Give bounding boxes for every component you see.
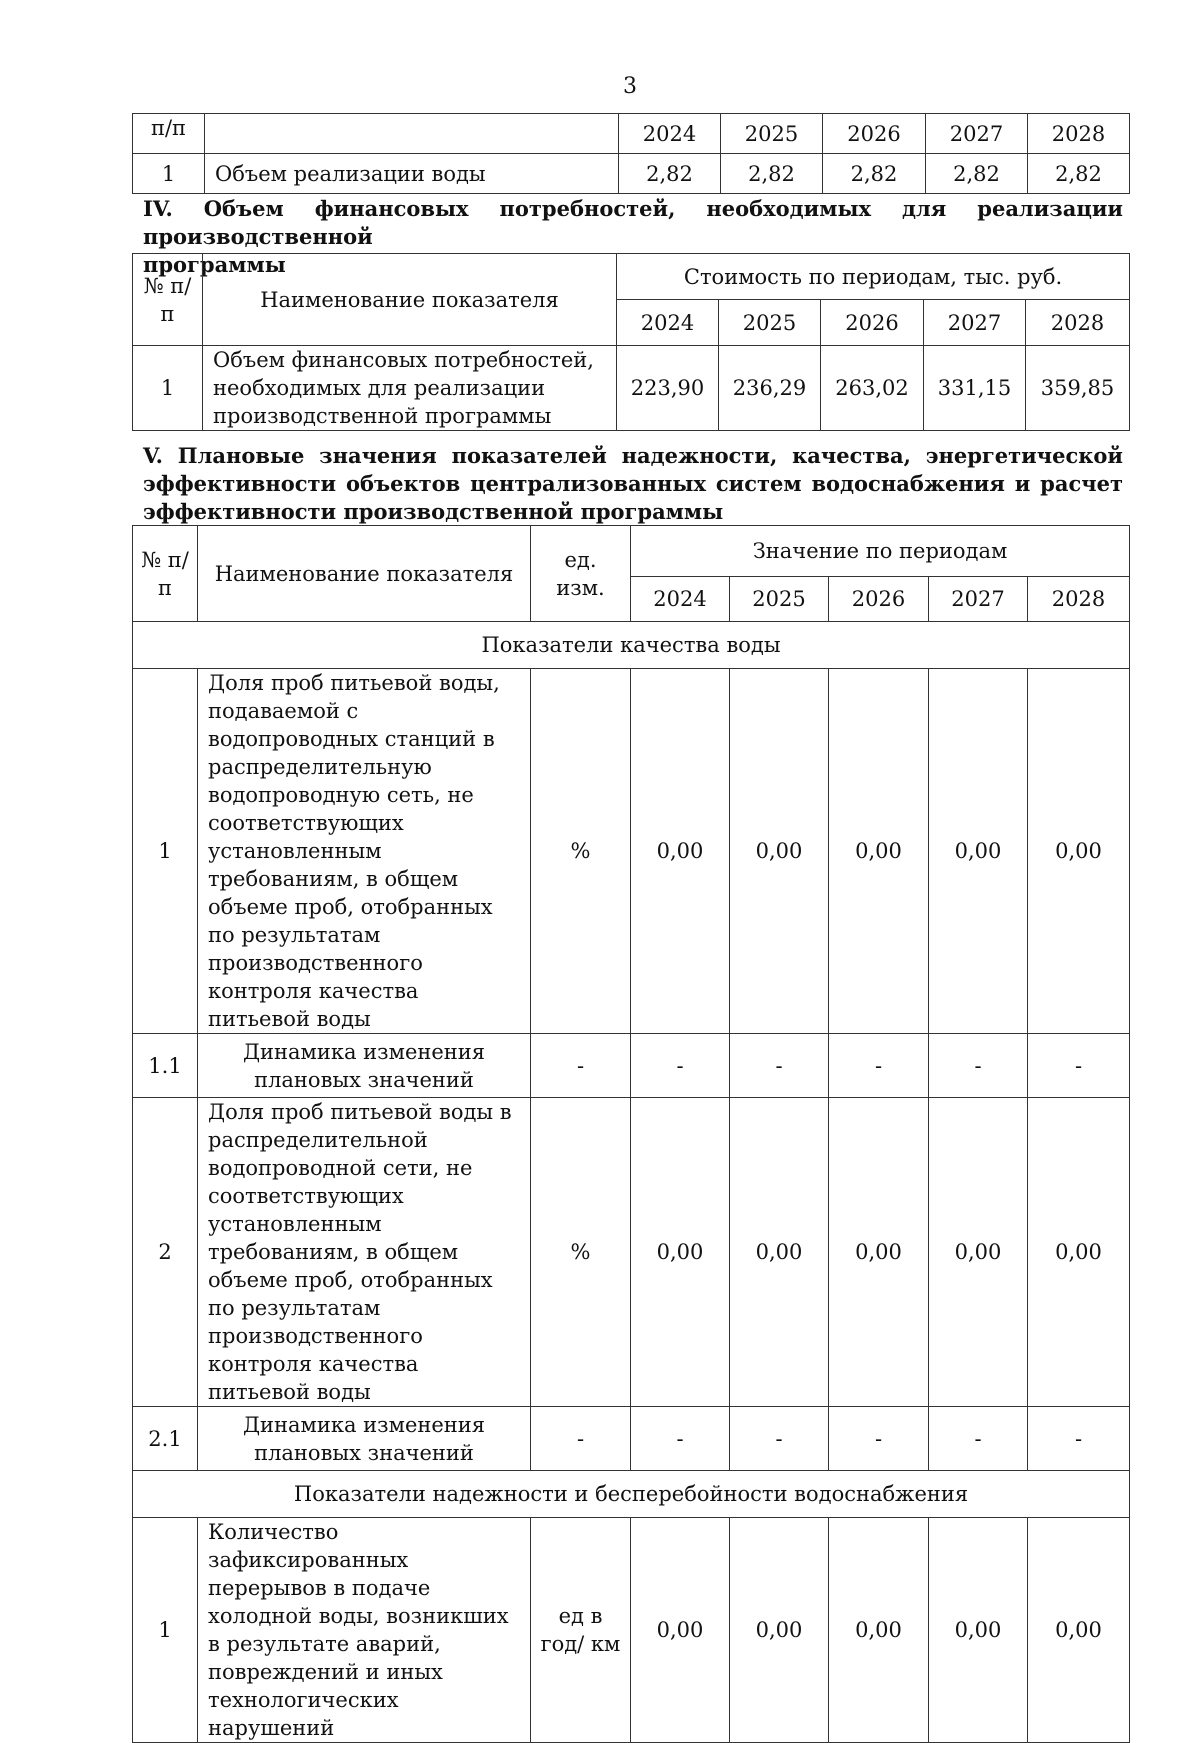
year-header: 2027 bbox=[929, 577, 1028, 622]
row-value: 236,29 bbox=[719, 346, 821, 431]
col-num-header: № п/п bbox=[133, 254, 203, 346]
row-value: 223,90 bbox=[617, 346, 719, 431]
row-value: 0,00 bbox=[829, 1518, 929, 1743]
row-value: 2,82 bbox=[1028, 154, 1130, 194]
row-value: - bbox=[929, 1034, 1028, 1098]
row-value: 0,00 bbox=[631, 1098, 730, 1407]
year-header: 2026 bbox=[821, 300, 924, 346]
heading-line: программы bbox=[143, 252, 286, 277]
row-value: - bbox=[631, 1034, 730, 1098]
row-value: 0,00 bbox=[829, 669, 929, 1034]
row-value: 0,00 bbox=[829, 1098, 929, 1407]
row-name: Доля проб питьевой воды, подаваемой с водопроводных станций в распределительную водопроводную сеть, не соответствующих установленным требованиям, в общем объеме проб, отобранных по результатам производственного контроля качества питьевой воды bbox=[198, 669, 531, 1034]
group-header: Показатели надежности и бесперебойности водоснабжения bbox=[133, 1471, 1130, 1518]
page-number: 3 bbox=[623, 74, 637, 99]
year-header: 2028 bbox=[1026, 300, 1130, 346]
year-header: 2024 bbox=[619, 114, 721, 154]
row-name: Объем реализации воды bbox=[205, 154, 619, 194]
row-value: 0,00 bbox=[1028, 1098, 1130, 1407]
row-value: 0,00 bbox=[730, 669, 829, 1034]
row-unit: ед в год/ км bbox=[531, 1518, 631, 1743]
row-value: - bbox=[730, 1407, 829, 1471]
values-header: Значение по периодам bbox=[631, 526, 1130, 577]
cost-header: Стоимость по периодам, тыс. руб. bbox=[617, 254, 1130, 300]
row-unit: % bbox=[531, 1098, 631, 1407]
row-value: 2,82 bbox=[823, 154, 926, 194]
row-value: - bbox=[829, 1407, 929, 1471]
table-row bbox=[133, 1471, 1130, 1518]
col-num-header: п/п bbox=[133, 114, 205, 154]
heading-line: IV. Объем финансовых потребностей, необходимых для реализации производственной bbox=[143, 196, 1123, 249]
table-row bbox=[133, 154, 1130, 194]
table-row bbox=[133, 254, 1130, 300]
year-header: 2025 bbox=[721, 114, 823, 154]
year-header: 2024 bbox=[617, 300, 719, 346]
row-num: 1 bbox=[133, 346, 203, 431]
col-name-header: Наименование показателя bbox=[203, 254, 617, 346]
table-row bbox=[133, 1098, 1130, 1407]
row-value: 0,00 bbox=[730, 1098, 829, 1407]
row-value: - bbox=[730, 1034, 829, 1098]
row-unit: % bbox=[531, 669, 631, 1034]
row-num: 1 bbox=[133, 669, 198, 1034]
year-header: 2025 bbox=[719, 300, 821, 346]
year-header: 2026 bbox=[823, 114, 926, 154]
row-value: 0,00 bbox=[929, 669, 1028, 1034]
row-value: - bbox=[1028, 1034, 1130, 1098]
table-row bbox=[133, 1518, 1130, 1743]
row-value: 0,00 bbox=[1028, 1518, 1130, 1743]
year-header: 2025 bbox=[730, 577, 829, 622]
year-header: 2027 bbox=[926, 114, 1028, 154]
year-header: 2027 bbox=[924, 300, 1026, 346]
row-value: - bbox=[631, 1407, 730, 1471]
row-value: 331,15 bbox=[924, 346, 1026, 431]
row-name: Динамика изменения плановых значений bbox=[198, 1407, 531, 1471]
row-name: Объем финансовых потребностей, необходимых для реализации производственной программы bbox=[203, 346, 617, 431]
heading-line: эффективности объектов централизованных систем водоснабжения и расчет bbox=[143, 471, 1123, 496]
year-header: 2026 bbox=[829, 577, 929, 622]
table-row bbox=[133, 346, 1130, 431]
row-value: 0,00 bbox=[929, 1098, 1028, 1407]
year-header: 2028 bbox=[1028, 114, 1130, 154]
heading-line: V. Плановые значения показателей надежности, качества, энергетической bbox=[143, 443, 1123, 468]
col-num-header: № п/п bbox=[133, 526, 198, 622]
table-row bbox=[133, 526, 1130, 577]
row-value: 0,00 bbox=[730, 1518, 829, 1743]
row-num: 1.1 bbox=[133, 1034, 198, 1098]
row-value: 263,02 bbox=[821, 346, 924, 431]
year-header: 2024 bbox=[631, 577, 730, 622]
row-unit: - bbox=[531, 1034, 631, 1098]
row-num: 1 bbox=[133, 154, 205, 194]
group-header: Показатели качества воды bbox=[133, 622, 1130, 669]
row-value: 0,00 bbox=[631, 669, 730, 1034]
table-row bbox=[133, 114, 1130, 154]
table-row bbox=[133, 1407, 1130, 1471]
heading-line: эффективности производственной программы bbox=[143, 499, 724, 524]
row-name: Динамика изменения плановых значений bbox=[198, 1034, 531, 1098]
row-value: 359,85 bbox=[1026, 346, 1130, 431]
row-num: 2 bbox=[133, 1098, 198, 1407]
sales-volume-table bbox=[132, 113, 1130, 194]
col-name-header: Наименование показателя bbox=[198, 526, 531, 622]
row-value: - bbox=[829, 1034, 929, 1098]
row-value: 2,82 bbox=[926, 154, 1028, 194]
row-value: 0,00 bbox=[929, 1518, 1028, 1743]
section-5-heading bbox=[143, 442, 1123, 526]
indicators-table bbox=[132, 525, 1130, 1743]
table-row bbox=[133, 622, 1130, 669]
financial-needs-table bbox=[132, 253, 1130, 431]
row-value: 2,82 bbox=[721, 154, 823, 194]
row-value: - bbox=[1028, 1407, 1130, 1471]
year-header: 2028 bbox=[1028, 577, 1130, 622]
row-value: 2,82 bbox=[619, 154, 721, 194]
row-num: 2.1 bbox=[133, 1407, 198, 1471]
table-row bbox=[133, 1034, 1130, 1098]
row-value: - bbox=[929, 1407, 1028, 1471]
row-name: Доля проб питьевой воды в распределительной водопроводной сети, не соответствующих установленным требованиям, в общем объеме проб, отобранных по результатам производственного контроля качества питьевой воды bbox=[198, 1098, 531, 1407]
row-name: Количество зафиксированных перерывов в подаче холодной воды, возникших в результате аварий, повреждений и иных технологических нарушений bbox=[198, 1518, 531, 1743]
row-unit: - bbox=[531, 1407, 631, 1471]
row-value: 0,00 bbox=[631, 1518, 730, 1743]
row-value: 0,00 bbox=[1028, 669, 1130, 1034]
col-unit-header: ед. изм. bbox=[531, 526, 631, 622]
row-num: 1 bbox=[133, 1518, 198, 1743]
col-name-header bbox=[205, 114, 619, 154]
table-row bbox=[133, 669, 1130, 1034]
